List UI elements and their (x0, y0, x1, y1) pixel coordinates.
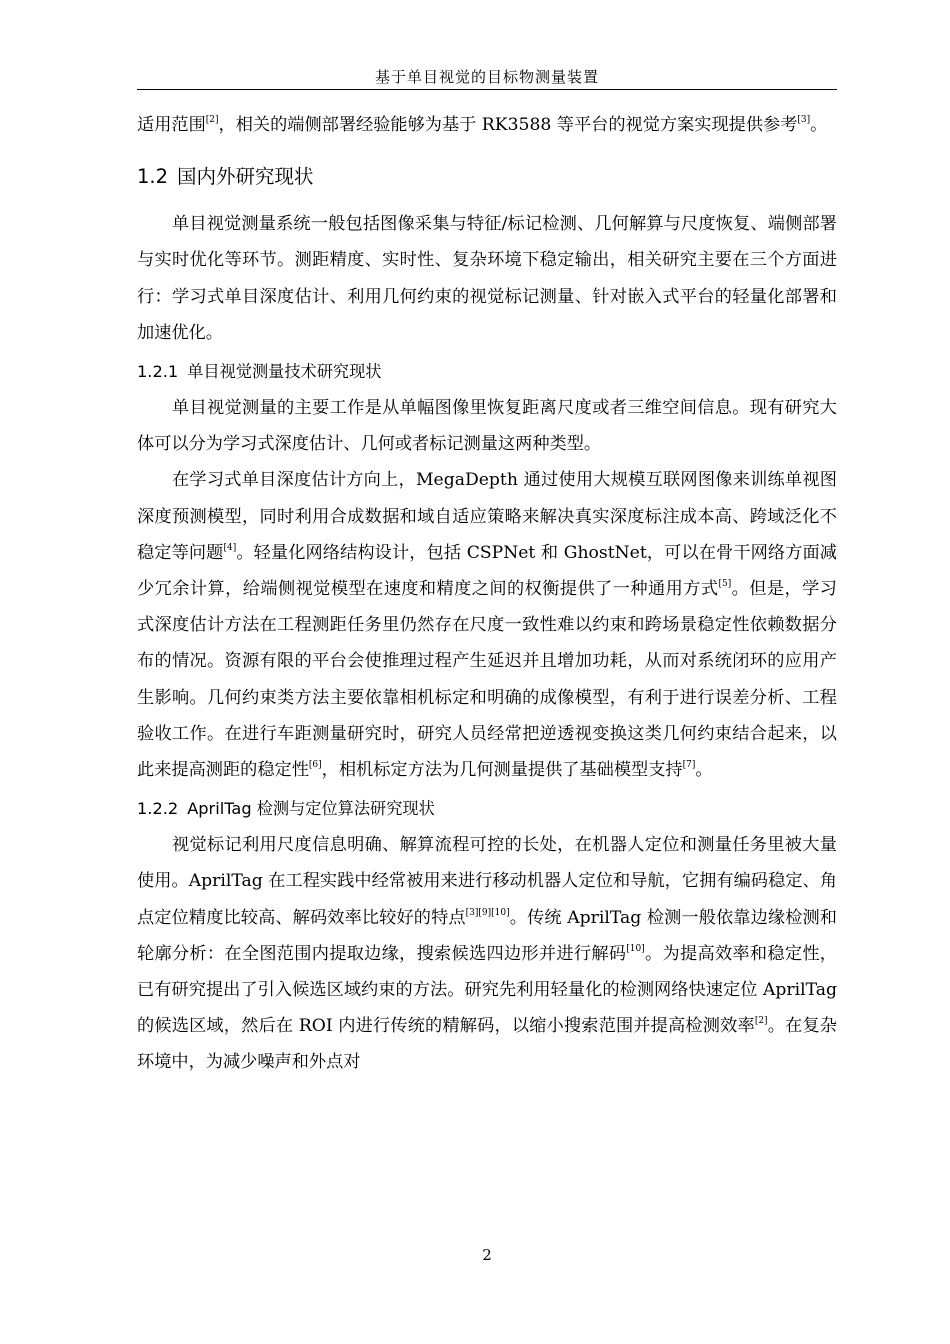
section-heading-1-2-1 (137, 360, 837, 384)
paragraph: 视觉标记利用尺度信息明确、解算流程可控的长处，在机器人定位和测量任务里被大量使用。AprilTag 在工程实践中经常被用来进行移动机器人定位和导航，它拥有编码稳定、角点定位精度比较高、解码效率比较好的特点[3][9][10]。传统 AprilTag 检测一般依靠边缘检测和轮廓分析：在全图范围内提取边缘，搜索候选四边形并进行解码[10]。为提高效率和稳定性，已有研究提出了引入候选区域约束的方法。研究先利用轻量化的检测网络快速定位 AprilTag 的候选区域，然后在 ROI 内进行传统的精解码，以缩小搜索范围并提高检测效率[2]。在复杂环境中，为减少噪声和外点对 (137, 835, 837, 1073)
citation[interactable]: [2] (205, 115, 219, 125)
paragraph: 在学习式单目深度估计方向上，MegaDepth 通过使用大规模互联网图像来训练单视图深度预测模型，同时利用合成数据和域自适应策略来解决真实深度标注成本高、跨域泛化不稳定等问题[4]。轻量化网络结构设计，包括 CSPNet 和 GhostNet，可以在骨干网络方面减少冗余计算，给端侧视觉模型在速度和精度之间的权衡提供了一种通用方式[5]。但是，学习式深度估计方法在工程测距任务里仍然存在尺度一致性难以约束和跨场景稳定性依赖数据分布的情况。资源有限的平台会使推理过程产生延迟并且增加功耗，从而对系统闭环的应用产生影响。几何约束类方法主要依靠相机标定和明确的成像模型，有利于进行误差分析、工程验收工作。在进行车距测量研究时，研究人员经常把逆透视变换这类几何约束结合起来，以此来提高测距的稳定性[6]，相机标定方法为几何测量提供了基础模型支持[7]。 (137, 470, 837, 781)
header-rule (137, 89, 837, 90)
citation[interactable]: [4] (223, 542, 237, 553)
citation[interactable]: [5] (718, 579, 732, 590)
section-heading-1-2-2 (137, 797, 837, 821)
section-number: 1.2.1 (137, 362, 179, 382)
citation[interactable]: [3][9][10] (465, 907, 510, 918)
paragraph: 单目视觉测量的主要工作是从单幅图像里恢复距离尺度或者三维空间信息。现有研究大体可以分为学习式深度估计、几何或者标记测量这两种类型。 (137, 398, 837, 455)
section-number: 1.2.2 (137, 799, 179, 819)
running-header: 基于单目视觉的目标物测量装置 (374, 68, 599, 86)
section-title: 国内外研究现状 (177, 165, 314, 189)
section-title: AprilTag 检测与定位算法研究现状 (187, 799, 435, 819)
paragraph-continued: 适用范围[2]，相关的端侧部署经验能够为基于 RK3588 等平台的视觉方案实现提供参考[3]。 (137, 115, 828, 135)
citation[interactable]: [7] (682, 760, 696, 771)
section-title: 单目视觉测量技术研究现状 (187, 362, 382, 382)
citation[interactable]: [6] (308, 760, 322, 771)
section-number: 1.2 (137, 165, 169, 189)
page-body (137, 107, 837, 1081)
citation[interactable]: [10] (626, 943, 645, 954)
paragraph: 单目视觉测量系统一般包括图像采集与特征/标记检测、几何解算与尺度恢复、端侧部署与实时优化等环节。测距精度、实时性、复杂环境下稳定输出，相关研究主要在三个方面进行：学习式单目深度估计、利用几何约束的视觉标记测量、针对嵌入式平台的轻量化部署和加速优化。 (137, 214, 837, 343)
citation[interactable]: [3] (797, 115, 811, 125)
citation[interactable]: [2] (754, 1016, 768, 1027)
page-number: 2 (482, 1246, 492, 1264)
section-heading-1-2 (137, 164, 837, 190)
